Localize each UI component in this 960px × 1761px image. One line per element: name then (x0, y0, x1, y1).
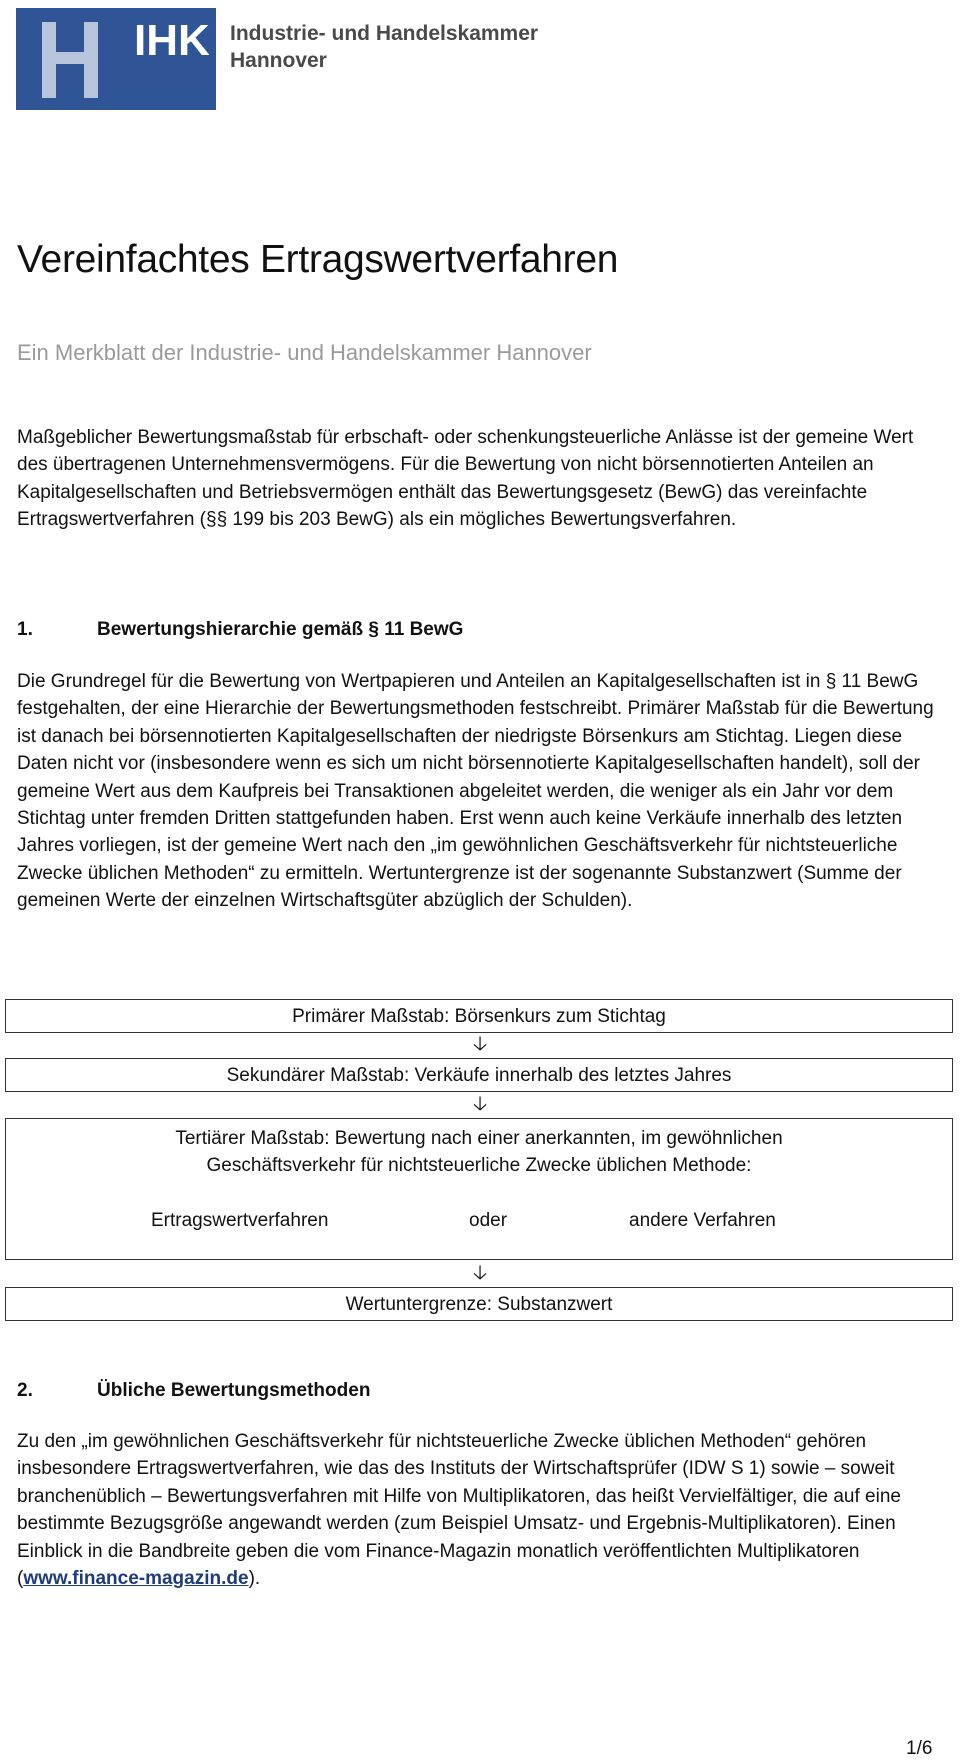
section-2-number: 2. (17, 1380, 33, 1401)
method-income: Ertragswertverfahren (151, 1210, 329, 1231)
hierarchy-box-primary: Primärer Maßstab: Börsenkurs zum Stichtag (5, 999, 953, 1033)
intro-paragraph: Maßgeblicher Bewertungsmaßstab für erbschaft- oder schenkungsteuerliche Anlässe ist der gemeine Wert des übertragenen Unternehmensvermögens. Für die Bewertung von nicht börsennotierten Anteilen an Kapitalgesellschaften und Betriebsvermögen enthält das Bewertungsgesetz (BewG) das vereinfachte Ertragswertverfahren (§§ 199 bis 203 BewG) als ein mögliches Bewertungsverfahren. (17, 427, 914, 531)
section-2-title: Übliche Bewertungsmethoden (97, 1380, 371, 1401)
tertiary-line-1: Tertiärer Maßstab: Bewertung nach einer anerkannten, im gewöhnlichen (175, 1128, 783, 1149)
page-subtitle: Ein Merkblatt der Industrie- und Handelskammer Hannover (17, 340, 592, 365)
logo-acronym: IHK (134, 16, 210, 65)
hierarchy-box-tertiary (5, 1118, 953, 1260)
page-number: 1/6 (906, 1738, 933, 1759)
section-1-heading (17, 619, 463, 641)
logo-line-1: Industrie- und Handelskammer (230, 22, 539, 45)
hierarchy-box-floor: Wertuntergrenze: Substanzwert (5, 1287, 953, 1321)
ihk-logo-mark (16, 8, 216, 110)
method-or: oder (469, 1210, 508, 1231)
hierarchy-box-secondary: Sekundärer Maßstab: Verkäufe innerhalb des letztes Jahres (5, 1058, 953, 1092)
logo-organization-name (230, 20, 538, 74)
method-other: andere Verfahren (629, 1210, 776, 1231)
section-2-paragraph (17, 1428, 942, 1592)
arrow-down-icon: 🡣 (472, 1260, 488, 1284)
section-2-text-end: ). (248, 1568, 261, 1590)
ihk-logo (16, 8, 556, 110)
section-2-heading (17, 1380, 370, 1402)
arrow-down-icon: 🡣 (472, 1091, 488, 1115)
section-1-number: 1. (17, 619, 33, 640)
finance-magazin-link[interactable]: www.finance-magazin.de (23, 1568, 249, 1590)
logo-line-2: Hannover (230, 49, 327, 72)
section-2-text: Zu den „im gewöhnlichen Geschäftsverkehr für nichtsteuerliche Zwecke üblichen Methoden“ gehören insbesondere Ertragswertverfahren, wie das des Instituts der Wirtschaftsprüfer (IDW S 1) sowie – soweit branchenüblich – Bewertungsverfahren mit Hilfe von Multiplikatoren, das heißt Vervielfältiger, die auf eine bestimmte Bezugsgröße angewandt werden (zum Beispiel Umsatz- und Ergebnis-Multiplikatoren). Einen Einblick in die Bandbreite geben die vom Finance-Magazin monatlich veröffentlichten Multiplikatoren ( (17, 1431, 901, 1590)
tertiary-line-2: Geschäftsverkehr für nichtsteuerliche Zwecke üblichen Methode: (206, 1155, 752, 1176)
method-options (6, 1207, 952, 1234)
arrow-down-icon: 🡣 (472, 1031, 488, 1055)
section-1-title: Bewertungshierarchie gemäß § 11 BewG (97, 619, 464, 640)
page-title: Vereinfachtes Ertragswertverfahren (17, 238, 619, 281)
section-1-paragraph: Die Grundregel für die Bewertung von Wertpapieren und Anteilen an Kapitalgesellschaften ist in § 11 BewG festgehalten, der eine Hierarchie der Bewertungsmethoden festschreibt. Primärer Maßstab für die Bewertung ist danach bei börsennotierten Kapitalgesellschaften der niedrigste Börsenkurs am Stichtag. Liegen diese Daten nicht vor (insbesondere wenn es sich um nicht börsennotierte Kapitalgesellschaften handelt), soll der gemeine Wert aus dem Kaufpreis bei Transaktionen abgeleitet werden, die weniger als ein Jahr vor dem Stichtag unter fremden Dritten stattgefunden haben. Erst wenn auch keine Verkäufe innerhalb des letzten Jahres vorliegen, ist der gemeine Wert nach den „im gewöhnlichen Geschäftsverkehr für nichtsteuerliche Zwecke üblichen Methoden“ zu ermitteln. Wertuntergrenze ist der sogenannte Substanzwert (Summe der gemeinen Werte der einzelnen Wirtschaftsgüter abzüglich der Schulden). (17, 671, 934, 912)
